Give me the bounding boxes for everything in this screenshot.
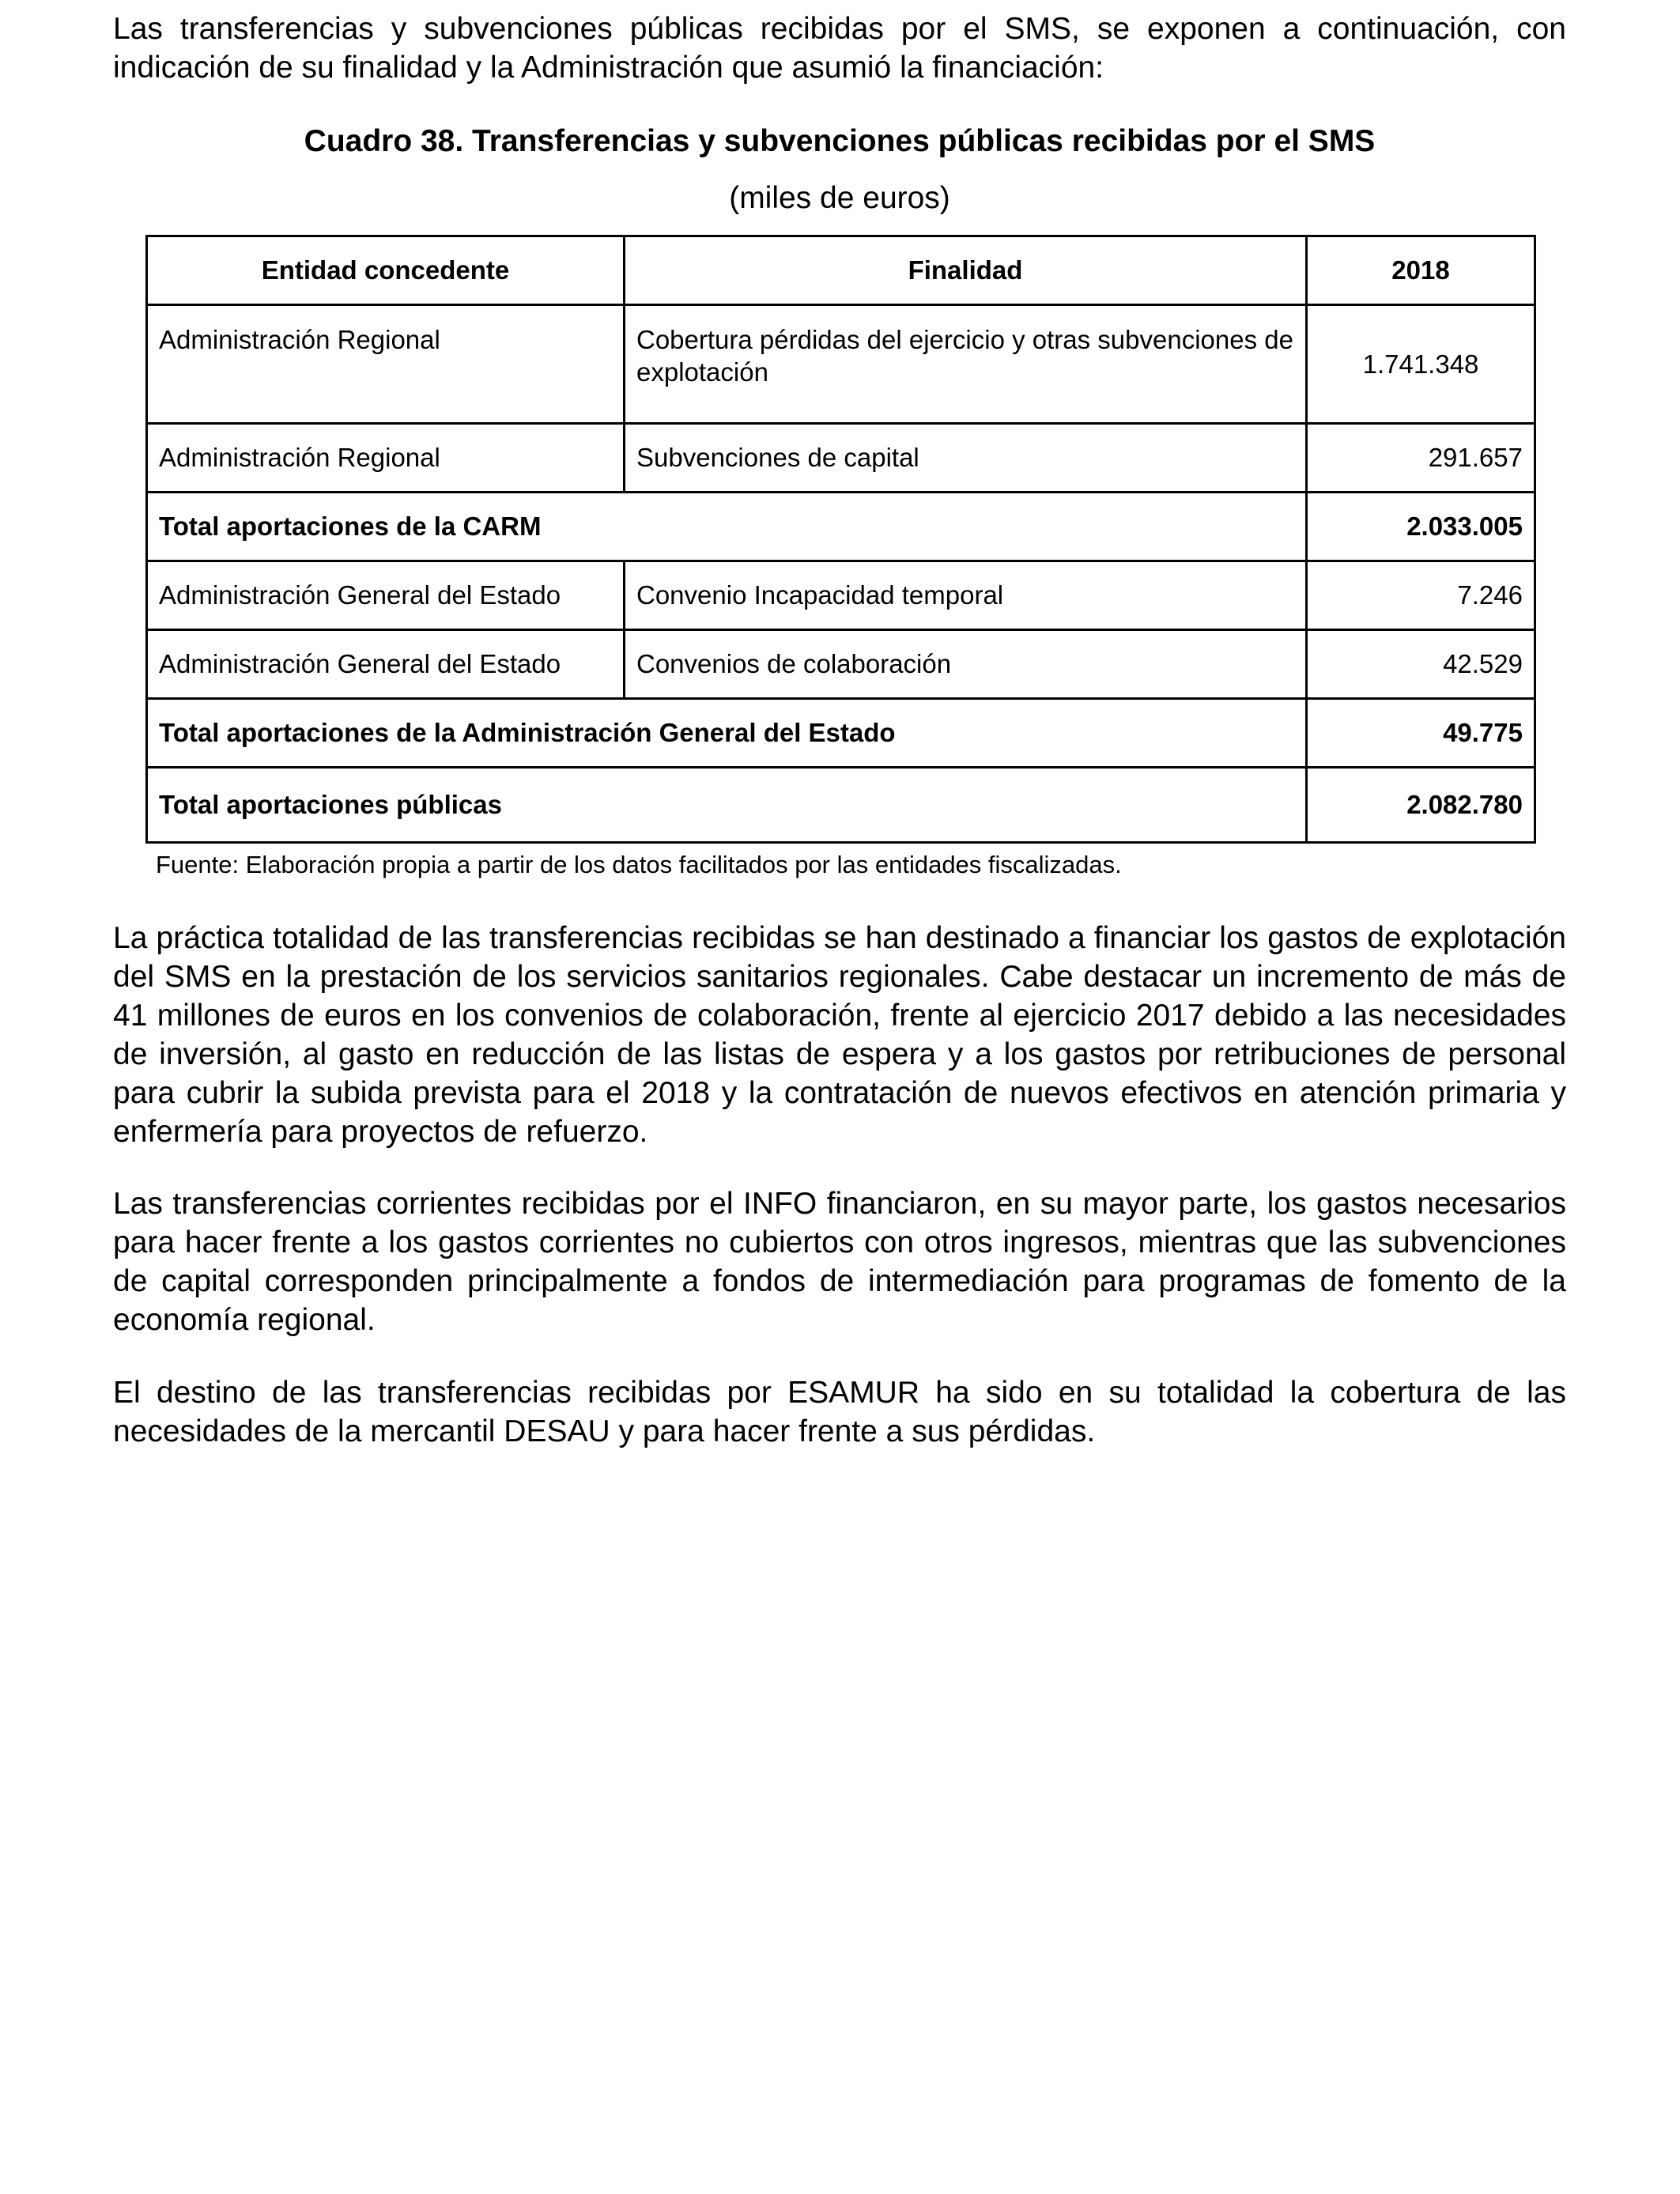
table-units: (miles de euros) [729, 181, 950, 215]
header-finalidad: Finalidad [625, 236, 1307, 305]
table-row [147, 561, 1535, 630]
table-row [147, 424, 1535, 493]
table-total-row [147, 699, 1535, 768]
table-row [147, 305, 1535, 424]
cell-entidad: Administración Regional [147, 424, 625, 493]
subsidies-table [145, 235, 1536, 844]
table-title: Cuadro 38. Transferencias y subvenciones públicas recibidas por el SMS [304, 124, 1376, 158]
table-total-row [147, 493, 1535, 561]
grand-total-label: Total aportaciones públicas [147, 768, 1307, 843]
grand-total-value: 2.082.780 [1307, 768, 1535, 843]
cell-value: 42.529 [1307, 630, 1535, 699]
body-paragraph: El destino de las transferencias recibidas por ESAMUR ha sido en su totalidad la cobertura de las necesidades de la mercantil DESAU y para hacer frente a sus pérdidas. [113, 1376, 1566, 1448]
cell-entidad: Administración General del Estado [147, 561, 625, 630]
cell-finalidad: Convenios de colaboración [625, 630, 1307, 699]
table-header-row [147, 236, 1535, 305]
table-source-note: Fuente: Elaboración propia a partir de los datos facilitados por las entidades fiscalizadas. [156, 851, 1122, 878]
cell-entidad: Administración Regional [147, 305, 625, 424]
cell-value: 7.246 [1307, 561, 1535, 630]
cell-value: 291.657 [1307, 424, 1535, 493]
total-value: 49.775 [1307, 699, 1535, 768]
total-value: 2.033.005 [1307, 493, 1535, 561]
body-paragraph: La práctica totalidad de las transferencias recibidas se han destinado a financiar los gastos de explotación del SMS en la prestación de los servicios sanitarios regionales. Cabe destacar un incremento de más de 41 millones de euros en los convenios de colaboración, frente al ejercicio 2017 debido a las necesidades de inversión, al gasto en reducción de las listas de espera y a los gastos por retribuciones de personal para cubrir la subida prevista para el 2018 y la contratación de nuevos efectivos en atención primaria y enfermería para proyectos de refuerzo. [113, 921, 1566, 1149]
cell-finalidad: Cobertura pérdidas del ejercicio y otras subvenciones de explotación [625, 305, 1307, 424]
header-year: 2018 [1307, 236, 1535, 305]
cell-value: 1.741.348 [1307, 305, 1535, 424]
intro-paragraph: Las transferencias y subvenciones públicas recibidas por el SMS, se exponen a continuación, con indicación de su finalidad y la Administración que asumió la financiación: [113, 12, 1566, 85]
total-label: Total aportaciones de la Administración General del Estado [147, 699, 1307, 768]
table-grand-total-row [147, 768, 1535, 843]
cell-entidad: Administración General del Estado [147, 630, 625, 699]
body-paragraph: Las transferencias corrientes recibidas por el INFO financiaron, en su mayor parte, los gastos necesarios para hacer frente a los gastos corrientes no cubiertos con otros ingresos, mientras que las subvenciones de capital corresponden principalmente a fondos de intermediación para programas de fomento de la economía regional. [113, 1187, 1566, 1337]
cell-finalidad: Convenio Incapacidad temporal [625, 561, 1307, 630]
header-entidad: Entidad concedente [147, 236, 625, 305]
cell-finalidad: Subvenciones de capital [625, 424, 1307, 493]
table-row [147, 630, 1535, 699]
total-label: Total aportaciones de la CARM [147, 493, 1307, 561]
